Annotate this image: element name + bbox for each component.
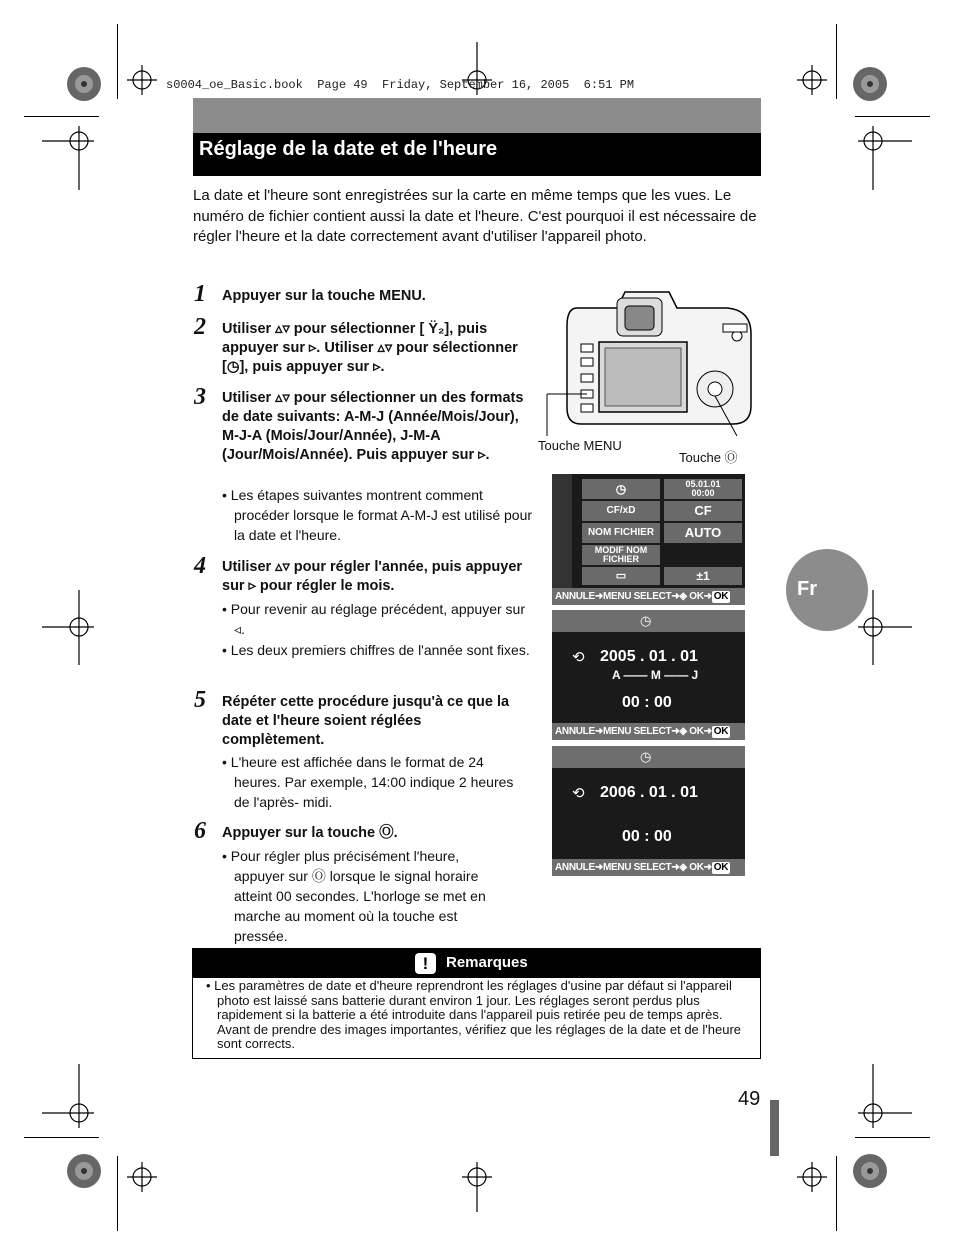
lcd-menu-value: AUTO: [664, 523, 742, 543]
step-bullet: • Pour revenir au réglage précédent, appuyer sur ◃.: [222, 601, 525, 637]
step-number: 6: [194, 818, 206, 844]
step-bullet: • Les étapes suivantes montrent comment procéder lorsque le format A-M-J est utilisé pour la date et l'heure.: [222, 487, 533, 543]
lcd-date-screen: [552, 610, 745, 740]
lcd-menu-value: CF: [664, 501, 742, 521]
lcd-menu-item: ◷: [582, 479, 660, 499]
notes-text: • Les paramètres de date et d'heure reprendront les réglages d'usine par défaut si l'appareil photo est laissé sans batterie durant environ 1 jour. Les réglages seront perdus plus rapidement si la batterie a été introduite dans l'appareil puis retirée peu de temps après. Avant de prendre des images importantes, vérifiez que les réglages de la date et de l'heure sont corrects.: [206, 978, 742, 1051]
clock-icon: ◷: [640, 613, 652, 628]
step-text: Appuyer sur la touche MENU.: [222, 288, 426, 304]
lcd-time-value: 00 : 00: [622, 694, 672, 711]
lcd-menu-item: NOM FICHIER: [582, 523, 660, 543]
registration-mark-icon: [127, 1162, 157, 1192]
step-text: Utiliser ▵▿ pour régler l'année, puis appuyer sur ▹ pour régler le mois.: [222, 559, 523, 594]
registration-mark-icon: [858, 1064, 912, 1128]
step-bullet: • Les deux premiers chiffres de l'année sont fixes.: [222, 642, 530, 658]
page-title: Réglage de la date et de l'heure: [199, 138, 498, 160]
step-number: 4: [194, 553, 206, 579]
warning-icon: !: [415, 953, 436, 974]
language-tab-label: Fr: [797, 578, 817, 600]
step-text: Utiliser ▵▿ pour sélectionner [ Ÿ₂], puis appuyer sur ▹. Utiliser ▵▿ pour sélectionner [◷], puis appuyer sur ▹.: [222, 321, 518, 375]
lcd-date-value: 2006 . 01 . 01: [600, 784, 698, 801]
registration-mark-icon: [42, 1064, 94, 1128]
lcd-menu-value: 05.01.01 00:00: [664, 479, 742, 499]
registration-mark-icon: [127, 65, 157, 95]
step-number: 3: [194, 384, 206, 410]
sync-icon: ⟲: [572, 785, 585, 802]
step-text: Répéter cette procédure jusqu'à ce que la date et l'heure soient réglées complètement.: [222, 694, 510, 748]
step-number: 1: [194, 281, 206, 307]
registration-mark-icon: [797, 1162, 827, 1192]
lcd-footer: ANNULE➜MENU SELECT➜◈ OK➜ OK: [552, 723, 745, 740]
registration-mark-icon: [42, 590, 94, 665]
lcd-date-screen: [552, 746, 745, 876]
step-text: Appuyer sur la touche Ⓞ.: [222, 825, 398, 841]
page-bar: [770, 1100, 779, 1156]
book-header: s0004_oe_Basic.book Page 49 Friday, September 16, 2005 6:51 PM: [166, 78, 635, 92]
registration-mark-icon: [462, 1162, 492, 1212]
page-number: 49: [738, 1088, 761, 1110]
step-text: Utiliser ▵▿ pour sélectionner un des formats de date suivants: A-M-J (Année/Mois/Jour), M-J-A (Mois/Jour/Année), J-M-A (Jour/Mois/Année). Puis appuyer sur ▹.: [222, 390, 524, 463]
clock-icon: ◷: [640, 749, 652, 764]
lcd-footer: ANNULE➜MENU SELECT➜◈ OK➜ OK: [552, 588, 745, 605]
registration-mark-icon: [42, 126, 94, 190]
registration-mark-icon: [858, 126, 912, 190]
intro-paragraph: La date et l'heure sont enregistrées sur la carte en même temps que les vues. Le numéro de fichier contient aussi la date et l'heure. C'est pourquoi il est nécessaire de régler l'heure et la date correctement avant d'utiliser l'appareil photo.: [193, 187, 757, 246]
lcd-time-value: 00 : 00: [622, 828, 672, 845]
lcd-menu-item: CF/xD: [582, 501, 660, 521]
step-number: 2: [194, 314, 206, 340]
lcd-menu-item: ▭: [582, 567, 660, 585]
registration-mark-icon: [797, 65, 827, 95]
camera-back-illustration: [537, 286, 757, 436]
lcd-sidebar: [552, 474, 572, 588]
step-bullet: • Pour régler plus précisément l'heure, appuyer sur Ⓞ lorsque le signal horaire atteint 00 secondes. L'horloge se met en marche au moment où la touche est pressée.: [222, 848, 486, 944]
camera-label-ok: Touche Ⓞ: [679, 450, 738, 465]
lcd-menu-value: ±1: [664, 567, 742, 585]
step-number: 5: [194, 687, 206, 713]
lcd-footer: ANNULE➜MENU SELECT➜◈ OK➜ OK: [552, 859, 745, 876]
lcd-menu-item: MODIF NOM FICHIER: [582, 545, 660, 565]
step-bullet: • L'heure est affichée dans le format de 24 heures. Par exemple, 14:00 indique 2 heures de l'après- midi.: [222, 754, 514, 810]
title-band: [193, 98, 761, 133]
sync-icon: ⟲: [572, 649, 585, 666]
lcd-menu-screen: [552, 474, 745, 605]
lcd-date-value: 2005 . 01 . 01: [600, 648, 698, 665]
lcd-date-order: A —— M —— J: [612, 668, 699, 682]
notes-title: Remarques: [446, 954, 528, 971]
camera-label-menu: Touche MENU: [538, 438, 622, 453]
